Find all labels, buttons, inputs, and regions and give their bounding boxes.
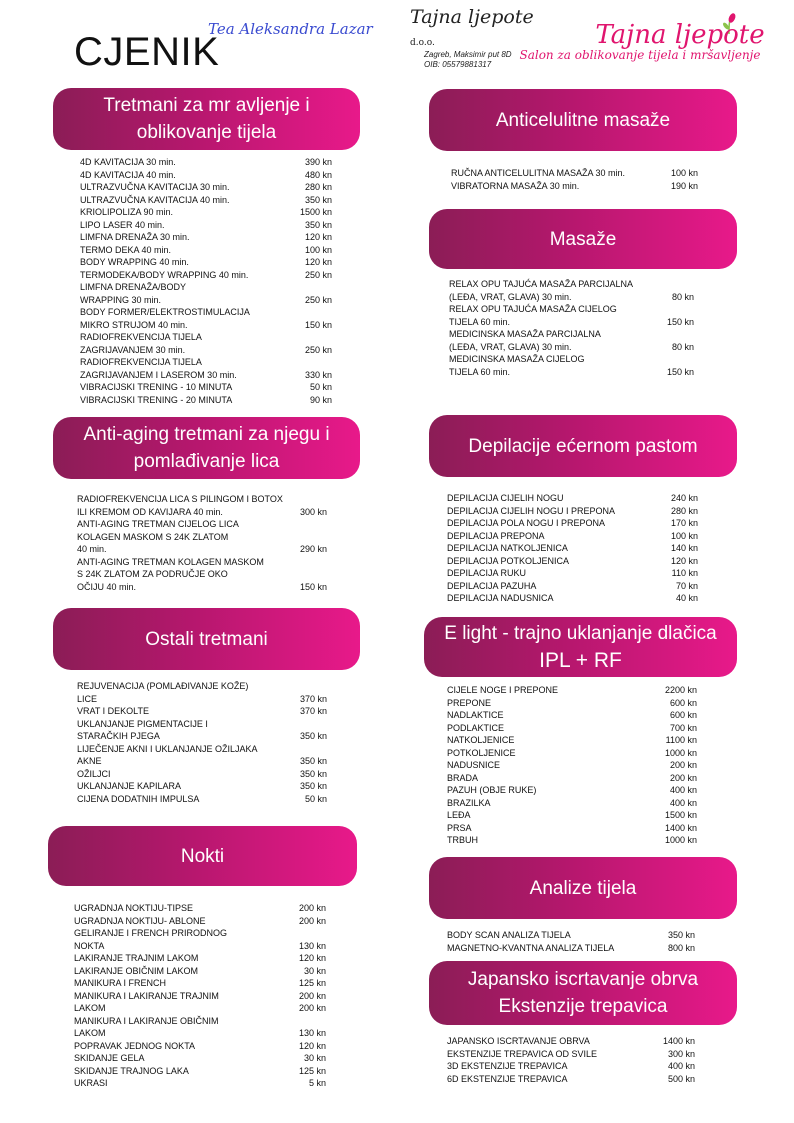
service-name: 4D KAVITACIJA 30 min. <box>80 157 176 167</box>
service-price: 150 kn <box>666 366 694 377</box>
service-price: 140 kn <box>670 543 698 553</box>
price-row <box>447 722 697 735</box>
price-row <box>74 977 326 990</box>
page-title: CJENIK <box>74 30 220 74</box>
service-name: SKIDANJE GELA <box>74 1053 145 1063</box>
service-price: 280 kn <box>670 505 698 516</box>
service-name: DEPILACIJA POLA NOGU I PREPONA <box>447 518 606 528</box>
service-price: 170 kn <box>670 518 698 528</box>
service-name: LAKIRANJE TRAJNIM LAKOM <box>74 953 199 963</box>
service-price: 150 kn <box>666 316 694 327</box>
header-line: Analize tijela <box>529 877 637 899</box>
price-row <box>74 1065 326 1078</box>
service-price: 150 kn <box>299 581 327 592</box>
header-line: pomlađivanje lica <box>133 451 280 472</box>
price-list-nails <box>74 902 326 1090</box>
service-price: 200 kn 200 kn <box>298 990 326 1013</box>
header-line: Depilacije ećernom pastom <box>468 435 698 457</box>
price-row <box>80 231 332 244</box>
service-name: TERMO DEKA 40 min. <box>80 244 172 255</box>
service-price: 350 kn <box>304 219 332 230</box>
service-name: UKRASI <box>74 1078 108 1088</box>
header-line: Ekstenzije trepavica <box>498 996 668 1017</box>
service-name: LIPO LASER 40 min. <box>80 219 165 230</box>
service-price: 1500 kn <box>299 207 332 217</box>
service-name: ULTRAZVUČNA KAVITACIJA 30 min. <box>80 182 230 192</box>
service-price: 400 kn <box>669 785 697 795</box>
service-price: 370 kn <box>299 693 327 704</box>
service-price: 240 kn <box>670 493 698 503</box>
price-row <box>449 278 694 303</box>
price-row <box>80 281 332 306</box>
section-header-massages <box>429 209 737 269</box>
stamp-name-text: Tajna ljepote <box>410 6 534 28</box>
service-name: MEDICINSKA MASAŽA PARCIJALNA (LEĐA, VRAT, GLAVA) 30 min. <box>449 329 601 352</box>
service-price: 350 kn <box>299 781 327 791</box>
service-price: 600 kn <box>669 710 697 720</box>
price-row <box>80 269 332 282</box>
price-row <box>449 328 694 353</box>
brand-tagline: Salon za oblikovanje tijela i mršavljenje <box>519 48 761 62</box>
stamp-name <box>410 6 560 50</box>
price-row <box>447 797 697 810</box>
service-name: SKIDANJE TRAJNOG LAKA <box>74 1065 189 1076</box>
signature: Tea Aleksandra Lazar <box>208 20 373 38</box>
price-row <box>80 206 332 219</box>
stamp-oib: OIB: 05579881317 <box>424 60 492 69</box>
service-name: TRBUH <box>447 835 478 845</box>
section-header-nails <box>48 826 357 886</box>
service-name: VIBRATORNA MASAŽA 30 min. <box>451 180 580 191</box>
service-price: 110 kn <box>671 568 698 578</box>
service-name: KRIOLIPOLIZA 90 min. <box>80 207 174 217</box>
service-price: 400 kn <box>669 797 697 808</box>
service-name: JAPANSKO ISCRTAVANJE OBRVA <box>447 1036 590 1046</box>
price-row <box>74 915 326 928</box>
service-name: CIJELE NOGE I PREPONE <box>447 685 559 695</box>
service-name: MANIKURA I LAKIRANJE OBIČNIM LAKOM <box>74 1015 219 1038</box>
price-row <box>447 1035 695 1048</box>
service-price: 700 kn <box>669 722 697 733</box>
service-price: 150 kn <box>304 319 332 330</box>
service-name: LIMFNA DRENAŽA 30 min. <box>80 232 190 242</box>
service-price: 300 kn <box>299 506 327 517</box>
price-row <box>447 772 697 785</box>
price-row <box>447 784 697 797</box>
service-name: BODY SCAN ANALIZA TIJELA <box>447 930 571 940</box>
service-price: 350 kn <box>299 756 327 766</box>
service-price: 350 kn <box>304 194 332 205</box>
price-list-other <box>77 680 327 805</box>
service-name: VIBRACIJSKI TRENING - 20 MINUTA <box>80 394 233 405</box>
service-price: 390 kn <box>304 157 332 167</box>
price-row <box>80 219 332 232</box>
service-name: RELAX OPU TAJUĆA MASAŽA CIJELOG TIJELA 60 min. <box>449 304 617 327</box>
price-row <box>447 734 697 747</box>
service-price: 130 kn <box>298 940 326 951</box>
price-list-anticellulite <box>451 167 698 192</box>
service-price: 70 kn <box>675 580 698 591</box>
service-name: NADLAKTICE <box>447 710 504 720</box>
price-row <box>447 759 697 772</box>
price-row <box>74 902 326 915</box>
section-header-body-analysis <box>429 857 737 919</box>
service-price: 120 kn <box>298 953 326 963</box>
section-header-anti-aging <box>53 417 360 479</box>
service-price: 120 kn <box>670 555 698 566</box>
section-header-brows-lashes <box>429 961 737 1025</box>
price-row <box>74 1077 326 1090</box>
service-price: 200 kn <box>669 760 697 770</box>
price-list-body-analysis <box>447 929 695 954</box>
service-price: 200 kn <box>669 772 697 783</box>
price-row <box>449 303 694 328</box>
service-price: 370 kn <box>299 706 327 716</box>
price-row <box>77 768 327 781</box>
service-name: RADIOFREKVENCIJA TIJELA ZAGRIJAVANJEM 30 min. <box>80 332 202 355</box>
header-line: E light - trajno uklanjanje dlačica <box>444 623 717 644</box>
header-line: Anti-aging tretmani za njegu i <box>83 424 330 445</box>
price-row <box>80 331 332 356</box>
service-name: ANTI-AGING TRETMAN KOLAGEN MASKOM S 24K ZLATOM ZA PODRUČJE OKO OČIJU 40 min. <box>77 556 264 592</box>
service-price: 2200 kn <box>664 685 697 695</box>
price-row <box>77 793 327 806</box>
price-row <box>447 684 697 697</box>
service-name: UGRADNJA NOKTIJU-TIPSE <box>74 903 194 913</box>
service-price: 1000 kn <box>664 747 697 758</box>
service-name: LIJEČENJE AKNI I UKLANJANJE OŽILJAKA AKNE <box>77 743 258 766</box>
price-row <box>77 718 327 743</box>
service-price: 30 kn <box>303 965 326 976</box>
service-price: 350 kn <box>299 768 327 779</box>
service-name: UGRADNJA NOKTIJU- ABLONE <box>74 915 206 926</box>
price-row <box>447 809 697 822</box>
price-list-massages <box>449 278 694 378</box>
price-row <box>74 965 326 978</box>
service-price: 400 kn <box>667 1061 695 1071</box>
service-price: 30 kn <box>303 1053 326 1063</box>
price-row <box>447 942 695 955</box>
service-price: 200 kn <box>298 915 326 926</box>
service-price: 120 kn <box>298 1040 326 1051</box>
service-name: MANIKURA I LAKIRANJE TRAJNIM LAKOM <box>74 990 219 1013</box>
service-price: 80 kn <box>671 341 694 352</box>
price-row <box>80 181 332 194</box>
service-name: BODY FORMER/ELEKTROSTIMULACIJA MIKRO STRUJOM 40 min. <box>80 307 250 330</box>
service-name: TERMODEKA/BODY WRAPPING 40 min. <box>80 269 249 280</box>
service-name: MEDICINSKA MASAŽA CIJELOG TIJELA 60 min. <box>449 354 585 377</box>
price-row <box>80 256 332 269</box>
service-name: OŽILJCI <box>77 768 111 779</box>
service-name: PRSA <box>447 822 472 833</box>
service-name: 4D KAVITACIJA 40 min. <box>80 169 176 180</box>
price-row <box>447 567 698 580</box>
service-name: UKLANJANJE KAPILARA <box>77 781 182 791</box>
price-row <box>447 1048 695 1061</box>
service-name: DEPILACIJA RUKU <box>447 568 527 578</box>
service-name: MANIKURA I FRENCH <box>74 978 167 988</box>
price-list-brows-lashes <box>447 1035 695 1085</box>
price-row <box>77 556 327 594</box>
service-price: 100 kn <box>304 244 332 255</box>
service-price: 190 kn <box>670 180 698 191</box>
service-price: 1000 kn <box>664 835 697 845</box>
price-row <box>74 952 326 965</box>
price-row <box>80 244 332 257</box>
price-row <box>80 306 332 331</box>
service-price: 600 kn <box>669 697 697 708</box>
service-price: 1400 kn <box>662 1036 695 1046</box>
service-price: 250 kn <box>304 294 332 305</box>
service-price: 125 kn <box>298 1065 326 1076</box>
service-name: DEPILACIJA CIJELIH NOGU I PREPONA <box>447 505 616 516</box>
price-row <box>447 747 697 760</box>
service-name: RADIOFREKVENCIJA TIJELA ZAGRIJAVANJEM I LASEROM 30 min. <box>80 357 237 380</box>
service-price: 800 kn <box>667 942 695 953</box>
price-row <box>451 180 698 193</box>
service-price: 40 kn <box>675 593 698 603</box>
service-name: PODLAKTICE <box>447 722 505 733</box>
price-row <box>447 822 697 835</box>
service-name: DEPILACIJA CIJELIH NOGU <box>447 493 564 503</box>
price-row <box>77 743 327 768</box>
service-name: BODY WRAPPING 40 min. <box>80 257 189 267</box>
price-row <box>447 517 698 530</box>
price-row <box>80 356 332 381</box>
header-line: Tretmani za mr avljenje i <box>103 95 310 116</box>
price-row <box>80 169 332 182</box>
price-row <box>447 492 698 505</box>
price-list-anti-aging <box>77 493 327 593</box>
service-name: MAGNETNO-KVANTNA ANALIZA TIJELA <box>447 942 615 953</box>
price-list-slimming <box>80 156 332 406</box>
price-row <box>447 592 698 605</box>
price-row <box>447 1073 695 1086</box>
section-header-depilation <box>429 415 737 477</box>
price-row <box>447 709 697 722</box>
service-name: CIJENA DODATNIH IMPULSA <box>77 793 200 804</box>
service-price: 130 kn <box>298 1028 326 1038</box>
service-name: 3D EKSTENZIJE TREPAVICA <box>447 1061 568 1071</box>
header-line: Ostali tretmani <box>145 628 268 650</box>
brand-logo <box>519 20 785 62</box>
service-price: 100 kn <box>670 168 698 178</box>
price-row <box>447 929 695 942</box>
price-row <box>449 353 694 378</box>
stamp-address: Zagreb, Maksimir put 8D <box>424 50 512 59</box>
brand-name: Tajna ljepote <box>595 20 765 50</box>
price-row <box>447 1060 695 1073</box>
service-name: PAZUH (OBJE RUKE) <box>447 785 537 795</box>
service-name: POTKOLJENICE <box>447 747 516 758</box>
header-line: Nokti <box>180 845 225 867</box>
price-row <box>447 834 697 847</box>
service-name: DEPILACIJA PREPONA <box>447 530 545 541</box>
price-row <box>77 705 327 718</box>
service-name: EKSTENZIJE TREPAVICA OD SVILE <box>447 1048 598 1059</box>
service-name: ANTI-AGING TRETMAN CIJELOG LICA KOLAGEN MASKOM S 24K ZLATOM 40 min. <box>77 519 239 554</box>
service-price: 250 kn <box>304 269 332 280</box>
service-price: 500 kn <box>667 1073 695 1084</box>
service-name: VIBRACIJSKI TRENING - 10 MINUTA <box>80 382 233 392</box>
service-price: 300 kn <box>667 1048 695 1059</box>
price-row <box>77 780 327 793</box>
service-price: 350 kn <box>667 930 695 940</box>
service-name: DEPILACIJA NATKOLJENICA <box>447 543 568 553</box>
service-name: LAKIRANJE OBIČNIM LAKOM <box>74 965 199 976</box>
service-price: 480 kn <box>304 169 332 180</box>
header-line: IPL + RF <box>539 649 622 672</box>
price-row <box>447 697 697 710</box>
service-name: REJUVENACIJA (POMLAĐIVANJE KOŽE) LICE <box>77 681 249 704</box>
service-name: ULTRAZVUČNA KAVITACIJA 40 min. <box>80 194 230 205</box>
service-price: 330 kn <box>304 369 332 380</box>
service-name: GELIRANJE I FRENCH PRIRODNOG NOKTA <box>74 928 228 951</box>
service-name: PREPONE <box>447 697 492 708</box>
service-name: 6D EKSTENZIJE TREPAVICA <box>447 1073 568 1084</box>
service-price: 5 kn <box>308 1078 326 1088</box>
service-price: 90 kn <box>309 394 332 405</box>
service-price: 290 kn <box>299 544 327 554</box>
service-name: DEPILACIJA PAZUHA <box>447 580 537 591</box>
service-price: 50 kn <box>304 793 327 804</box>
service-price: 50 kn <box>309 382 332 392</box>
service-price: 1100 kn <box>665 735 697 745</box>
service-price: 200 kn <box>298 903 326 913</box>
header-line: Masaže <box>549 228 617 250</box>
price-list-depilation <box>447 492 698 605</box>
header-line: Japansko iscrtavanje obrva <box>467 969 699 990</box>
service-price: 280 kn <box>304 182 332 192</box>
service-name: LIMFNA DRENAŽA/BODY WRAPPING 30 min. <box>80 282 187 305</box>
service-name: LEĐA <box>447 810 471 820</box>
price-row <box>447 580 698 593</box>
service-price: 1400 kn <box>664 822 697 833</box>
service-price: 250 kn <box>304 344 332 355</box>
price-row <box>447 555 698 568</box>
service-price: 125 kn <box>298 978 326 988</box>
service-name: BRAZILKA <box>447 797 491 808</box>
section-header-other <box>53 608 360 670</box>
service-name: RADIOFREKVENCIJA LICA S PILINGOM I BOTOX ILI KREMOM OD KAVIJARA 40 min. <box>77 494 283 517</box>
price-row <box>447 530 698 543</box>
section-header-slimming <box>53 88 360 150</box>
service-name: DEPILACIJA POTKOLJENICA <box>447 555 570 566</box>
service-name: BRADA <box>447 772 479 783</box>
header-line: Anticelulitne masaže <box>495 109 671 131</box>
service-name: RUČNA ANTICELULITNA MASAŽA 30 min. <box>451 168 626 178</box>
service-name: POPRAVAK JEDNOG NOKTA <box>74 1040 196 1051</box>
price-list-elight <box>447 684 697 847</box>
service-name: NADUSNICE <box>447 760 501 770</box>
service-name: UKLANJANJE PIGMENTACIJE I STARAČKIH PJEGA <box>77 718 208 741</box>
price-row <box>74 990 326 1015</box>
service-price: 100 kn <box>670 530 698 541</box>
price-row <box>74 1015 326 1040</box>
service-name: NATKOLJENICE <box>447 735 515 745</box>
price-row <box>74 927 326 952</box>
service-name: RELAX OPU TAJUĆA MASAŽA PARCIJALNA (LEĐA, VRAT, GLAVA) 30 min. <box>449 279 634 302</box>
price-row <box>74 1052 326 1065</box>
price-row <box>451 167 698 180</box>
price-row <box>447 505 698 518</box>
service-price: 120 kn <box>304 257 332 267</box>
section-header-anticellulite <box>429 89 737 151</box>
header-line: oblikovanje tijela <box>136 122 277 143</box>
service-price: 1500 kn <box>664 810 697 820</box>
section-header-elight <box>424 617 737 677</box>
service-price: 80 kn <box>671 291 694 302</box>
price-row <box>80 156 332 169</box>
price-row <box>77 493 327 518</box>
service-price: 120 kn <box>304 232 332 242</box>
service-price: 350 kn <box>299 731 327 741</box>
price-row <box>77 518 327 556</box>
price-row <box>74 1040 326 1053</box>
service-name: VRAT I DEKOLTE <box>77 706 150 716</box>
stamp-suffix: d.o.o. <box>410 38 435 48</box>
price-row <box>80 381 332 394</box>
price-row <box>80 394 332 407</box>
price-row <box>447 542 698 555</box>
price-row <box>80 194 332 207</box>
price-row <box>77 680 327 705</box>
service-name: DEPILACIJA NADUSNICA <box>447 593 554 603</box>
